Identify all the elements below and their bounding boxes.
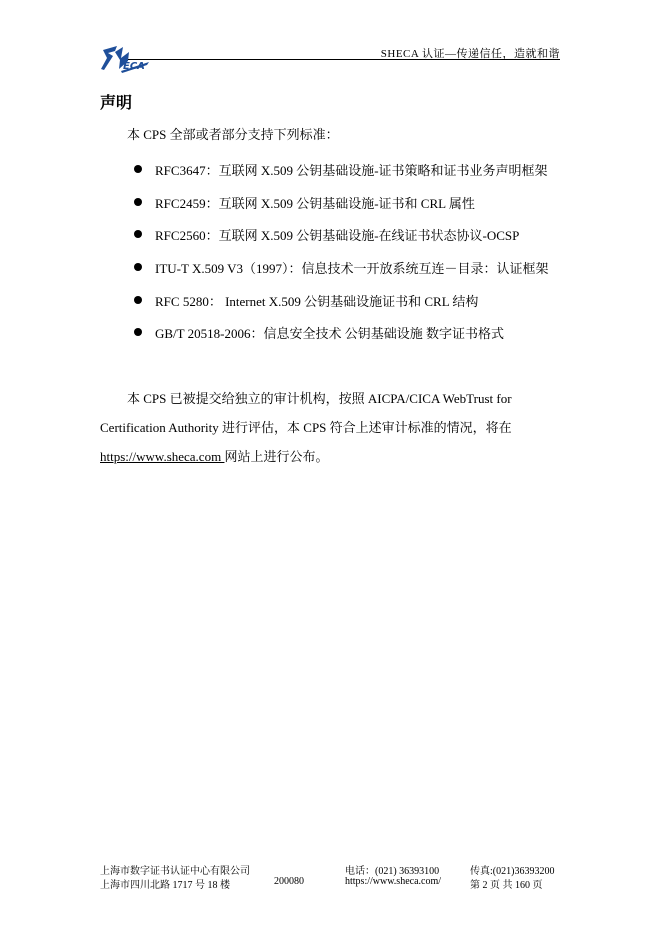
standard-text: RFC2560：互联网 X.509 公钥基础设施-在线证书状态协议-OCSP — [155, 228, 520, 243]
standard-text: RFC 5280： Internet X.509 公钥基础设施证书和 CRL 结构 — [155, 294, 479, 309]
bullet-icon — [134, 198, 142, 206]
bullet-icon — [134, 328, 142, 336]
bullet-icon — [134, 230, 142, 238]
audit-paragraph — [100, 384, 540, 471]
footer-company: 上海市数字证书认证中心有限公司 — [100, 866, 250, 877]
page-number: 第 2 页 共 160 页 — [470, 880, 543, 891]
bullet-icon — [134, 165, 142, 173]
paragraph-line: 本 CPS 已被提交给独立的审计机构，按照 AICPA/CICA WebTrust for — [127, 391, 512, 406]
sheca-website-link[interactable]: https://www.sheca.com — [100, 449, 225, 464]
footer-website: https://www.sheca.com/ — [345, 876, 442, 887]
header-divider — [128, 59, 560, 60]
bullet-icon — [134, 296, 142, 304]
paragraph-line: Certification Authority 进行评估，本 CPS 符合上述审计标准的情况，将在 — [100, 420, 512, 435]
paragraph-text: 网站上进行公布。 — [224, 449, 329, 464]
standard-text: GB/T 20518-2006：信息安全技术 公钥基础设施 数字证书格式 — [155, 326, 504, 341]
footer-phone: 电话：(021) 36393100 — [345, 866, 440, 877]
header-slogan: SHECA 认证—传递信任，造就和谐 — [380, 48, 560, 60]
paragraph-line — [100, 442, 540, 471]
footer-fax: 传真:(021)36393200 — [470, 866, 555, 877]
standard-text: RFC2459：互联网 X.509 公钥基础设施-证书和 CRL 属性 — [155, 196, 475, 211]
standard-text: ITU-T X.509 V3（1997）：信息技术一开放系统互连－目录：认证框架 — [155, 261, 549, 276]
page-title: 声明 — [100, 93, 133, 112]
bullet-icon — [134, 263, 142, 271]
svg-text:ECA: ECA — [123, 61, 145, 72]
footer-address: 上海市四川北路 1717 号 18 楼 — [100, 880, 230, 891]
intro-text: 本 CPS 全部或者部分支持下列标准： — [127, 127, 339, 142]
footer-postcode: 200080 — [274, 876, 304, 887]
standard-text: RFC3647：互联网 X.509 公钥基础设施-证书策略和证书业务声明框架 — [155, 163, 548, 178]
